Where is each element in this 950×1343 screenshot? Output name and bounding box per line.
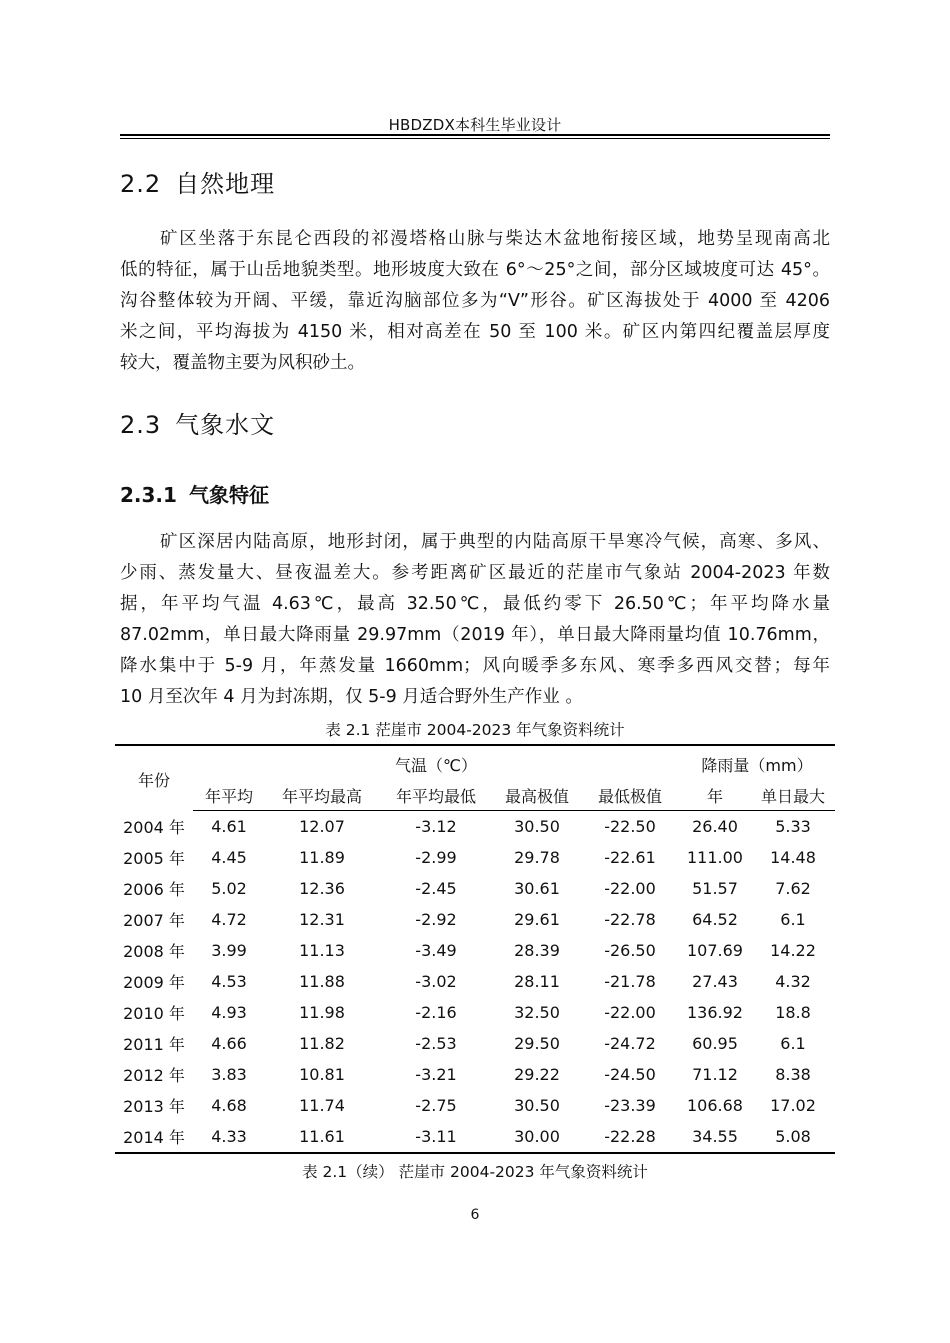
value-cell: 29.50 (514, 1034, 560, 1053)
paragraph-line: 少雨、蒸发量大、昼夜温差大。参考距离矿区最近的茫崖市气象站 2004-2023 年数 (120, 563, 830, 583)
year-cell: 2005 年 (123, 849, 185, 868)
value-cell: 107.69 (687, 941, 743, 960)
section-title: 气象特征 (188, 483, 269, 507)
section-heading-2-3 (120, 405, 275, 440)
value-cell: -2.99 (415, 848, 457, 867)
value-cell: 14.22 (770, 941, 816, 960)
value-cell: 26.40 (692, 817, 738, 836)
subheader: 单日最大 (751, 780, 835, 811)
value-cell: 6.1 (780, 910, 806, 929)
value-cell: 30.50 (514, 817, 560, 836)
section-number: 2.3.1 (120, 483, 177, 507)
value-cell: 4.66 (211, 1034, 247, 1053)
value-cell: 4.33 (211, 1127, 247, 1146)
section-title: 自然地理 (175, 170, 276, 198)
value-cell: 51.57 (692, 879, 738, 898)
table-row (115, 1028, 835, 1059)
value-cell: -2.92 (415, 910, 457, 929)
subheader: 最低极值 (581, 780, 679, 811)
value-cell: 111.00 (687, 848, 743, 867)
value-cell: -26.50 (604, 941, 656, 960)
value-cell: -2.45 (415, 879, 457, 898)
value-cell: -24.50 (604, 1065, 656, 1084)
header-year: 年份 (137, 770, 170, 790)
table-row (115, 935, 835, 966)
subheader: 年平均最高 (265, 780, 379, 811)
value-cell: 136.92 (687, 1003, 743, 1022)
table-row (115, 966, 835, 997)
value-cell: 4.53 (211, 972, 247, 991)
value-cell: 11.61 (299, 1127, 345, 1146)
value-cell: 29.61 (514, 910, 560, 929)
value-cell: 11.74 (299, 1096, 345, 1115)
value-cell: 60.95 (692, 1034, 738, 1053)
subheader: 年平均最低 (379, 780, 493, 811)
section-heading-2-2 (120, 164, 275, 199)
value-cell: 12.07 (299, 817, 345, 836)
year-cell: 2012 年 (123, 1066, 185, 1085)
value-cell: 18.8 (775, 1003, 811, 1022)
value-cell: 34.55 (692, 1127, 738, 1146)
header-rainfall-group: 降雨量（mm） (701, 755, 813, 775)
value-cell: 30.00 (514, 1127, 560, 1146)
paragraph-line: 87.02mm，单日最大降雨量 29.97mm（2019 年），单日最大降雨量均值 10.76mm， (120, 625, 830, 645)
running-header: HBDZDX本科生毕业设计 (388, 116, 562, 134)
table-row (115, 1121, 835, 1153)
value-cell: 3.99 (211, 941, 247, 960)
value-cell: 8.38 (775, 1065, 811, 1084)
value-cell: 3.83 (211, 1065, 247, 1084)
value-cell: -23.39 (604, 1096, 656, 1115)
year-cell: 2011 年 (123, 1035, 185, 1054)
value-cell: 5.02 (211, 879, 247, 898)
year-cell: 2007 年 (123, 911, 185, 930)
value-cell: -21.78 (604, 972, 656, 991)
value-cell: 11.89 (299, 848, 345, 867)
value-cell: 11.13 (299, 941, 345, 960)
year-cell: 2008 年 (123, 942, 185, 961)
table-row (115, 842, 835, 873)
value-cell: 27.43 (692, 972, 738, 991)
value-cell: -22.50 (604, 817, 656, 836)
subheader: 年平均 (193, 780, 265, 811)
value-cell: -2.16 (415, 1003, 457, 1022)
value-cell: 29.78 (514, 848, 560, 867)
paragraph-line: 沟谷整体较为开阔、平缓，靠近沟脑部位多为“V”形谷。矿区海拔处于 4000 至 4206 (120, 291, 830, 311)
value-cell: -22.78 (604, 910, 656, 929)
table-row (115, 997, 835, 1028)
value-cell: 4.61 (211, 817, 247, 836)
paragraph-line: 降水集中于 5-9 月，年蒸发量 1660mm；风向暖季多东风、寒季多西风交替；每年 (120, 656, 830, 676)
value-cell: 7.62 (775, 879, 811, 898)
value-cell: 29.22 (514, 1065, 560, 1084)
value-cell: 4.68 (211, 1096, 247, 1115)
year-cell: 2004 年 (123, 817, 185, 837)
value-cell: -22.00 (604, 1003, 656, 1022)
value-cell: 32.50 (514, 1003, 560, 1022)
value-cell: -3.02 (415, 972, 457, 991)
table-subheader-row (115, 780, 835, 811)
value-cell: 12.36 (299, 879, 345, 898)
paragraph-line: 低的特征，属于山岳地貌类型。地形坡度大致在 6°～25°之间，部分区域坡度可达 45°。 (120, 260, 830, 280)
header-temperature-group: 气温（℃） (395, 755, 477, 775)
page-number: 6 (470, 1207, 480, 1223)
value-cell: 14.48 (770, 848, 816, 867)
value-cell: 5.08 (775, 1127, 811, 1146)
value-cell: 106.68 (687, 1096, 743, 1115)
year-cell: 2010 年 (123, 1004, 185, 1023)
table-continued-caption: 表 2.1（续） 茫崖市 2004-2023 年气象资料统计 (302, 1163, 648, 1181)
year-cell: 2014 年 (123, 1128, 185, 1147)
section-title: 气象水文 (175, 411, 276, 439)
table-body (115, 811, 835, 1154)
header-rule-thin (120, 138, 830, 139)
value-cell: -3.21 (415, 1065, 457, 1084)
value-cell: 11.88 (299, 972, 345, 991)
value-cell: 4.45 (211, 848, 247, 867)
value-cell: -22.28 (604, 1127, 656, 1146)
value-cell: -3.49 (415, 941, 457, 960)
value-cell: -22.00 (604, 879, 656, 898)
year-cell: 2013 年 (123, 1097, 185, 1116)
year-cell: 2009 年 (123, 973, 185, 992)
table-row (115, 1090, 835, 1121)
paragraph-line: 10 月至次年 4 月为封冻期，仅 5-9 月适合野外生产作业 。 (120, 687, 583, 707)
section-number: 2.3 (120, 411, 162, 439)
paragraph-line: 米之间，平均海拔为 4150 米，相对高差在 50 至 100 米。矿区内第四纪覆盖层厚度 (120, 322, 830, 342)
table-header-row (115, 745, 835, 780)
table-row (115, 1059, 835, 1090)
value-cell: 4.32 (775, 972, 811, 991)
paragraph-climate (120, 527, 830, 713)
value-cell: -3.12 (415, 817, 457, 836)
value-cell: 17.02 (770, 1096, 816, 1115)
table-caption: 表 2.1 茫崖市 2004-2023 年气象资料统计 (325, 721, 625, 739)
value-cell: -24.72 (604, 1034, 656, 1053)
paragraph-line: 据，年平均气温 4.63℃，最高 32.50℃，最低约零下 26.50℃；年平均降水量 (120, 594, 830, 614)
value-cell: 11.98 (299, 1003, 345, 1022)
paragraph-natural-geography (120, 224, 830, 379)
value-cell: -3.11 (415, 1127, 457, 1146)
subheader: 最高极值 (493, 780, 581, 811)
value-cell: -2.75 (415, 1096, 457, 1115)
value-cell: 11.82 (299, 1034, 345, 1053)
year-cell: 2006 年 (123, 880, 185, 899)
value-cell: -22.61 (604, 848, 656, 867)
subheader: 年 (679, 780, 751, 811)
paragraph-line: 较大，覆盖物主要为风积砂土。 (120, 353, 365, 373)
value-cell: 10.81 (299, 1065, 345, 1084)
value-cell: 28.11 (514, 972, 560, 991)
value-cell: 4.93 (211, 1003, 247, 1022)
value-cell: -2.53 (415, 1034, 457, 1053)
value-cell: 30.61 (514, 879, 560, 898)
value-cell: 71.12 (692, 1065, 738, 1084)
value-cell: 30.50 (514, 1096, 560, 1115)
table-row (115, 873, 835, 904)
header-rule-thick (120, 134, 830, 136)
value-cell: 5.33 (775, 817, 811, 836)
section-number: 2.2 (120, 170, 162, 198)
value-cell: 28.39 (514, 941, 560, 960)
value-cell: 6.1 (780, 1034, 806, 1053)
value-cell: 12.31 (299, 910, 345, 929)
value-cell: 64.52 (692, 910, 738, 929)
table-row (115, 904, 835, 935)
subsection-heading-2-3-1 (120, 479, 269, 508)
weather-statistics-table (115, 744, 835, 1154)
value-cell: 4.72 (211, 910, 247, 929)
paragraph-line: 矿区坐落于东昆仑西段的祁漫塔格山脉与柴达木盆地衔接区域，地势呈现南高北 (160, 229, 830, 249)
table-row (115, 811, 835, 843)
paragraph-line: 矿区深居内陆高原，地形封闭，属于典型的内陆高原干旱寒冷气候，高寒、多风、 (160, 532, 830, 552)
